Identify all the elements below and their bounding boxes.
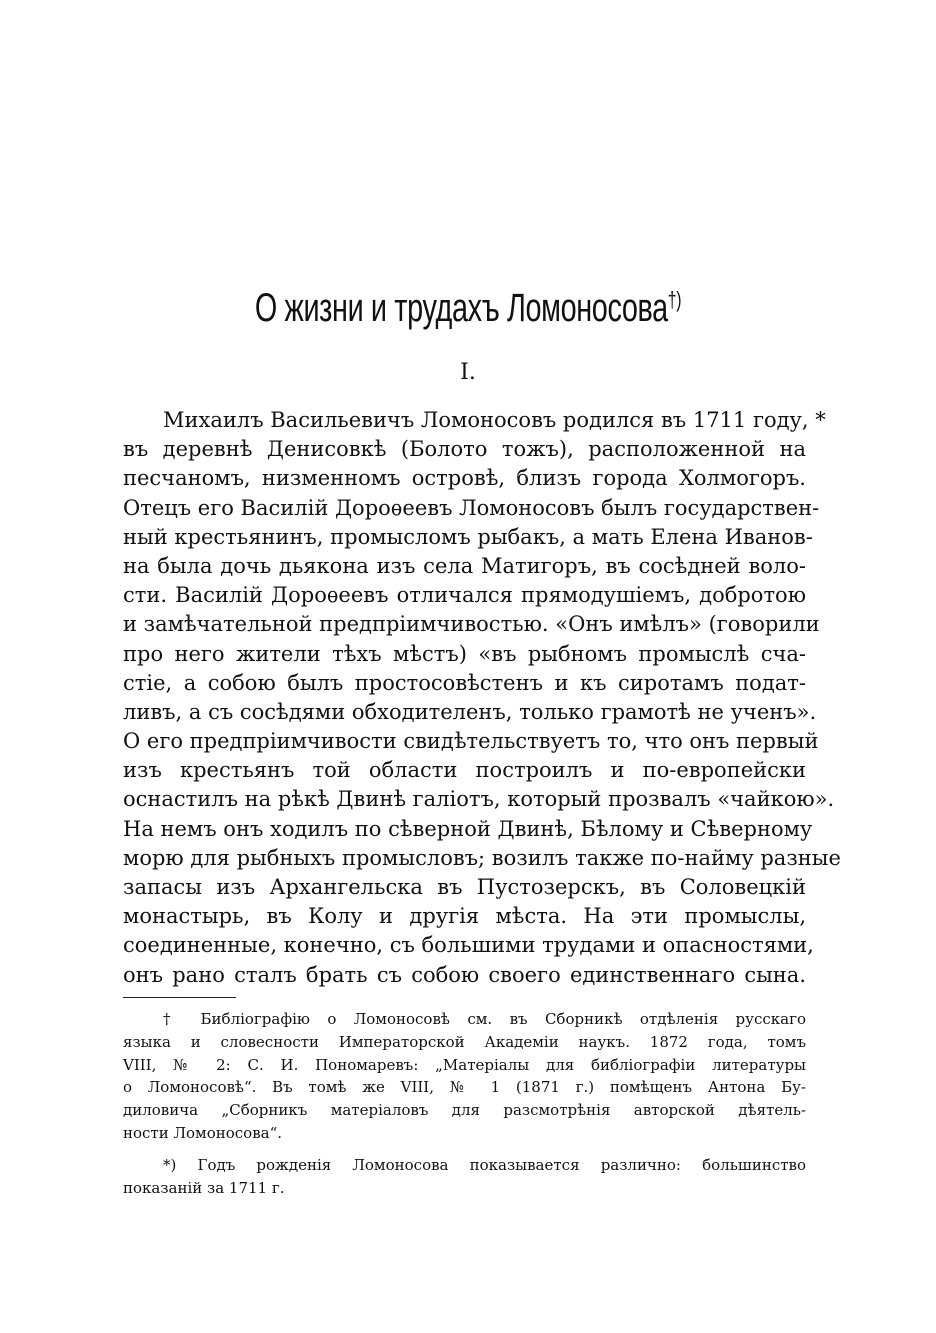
footnote-line: показаній за 1711 г.	[123, 1178, 285, 1197]
footnote-line: языка и словесности Императорской Академіи наукъ. 1872 года, томъ	[123, 1032, 806, 1051]
body-line: и замѣчательной предпріимчивостью. «Онъ имѣлъ» (говорили	[123, 612, 820, 637]
footnotes	[123, 1008, 806, 1199]
body-line: О его предпріимчивости свидѣтельствуетъ то, что онъ первый	[123, 729, 819, 754]
body-line: онъ рано сталъ брать съ собою своего единственнаго сына.	[123, 962, 806, 987]
body-line: запасы изъ Архангельска въ Пустозерскъ, въ Соловецкій	[123, 875, 806, 899]
body-line: морю для рыбныхъ промысловъ; возилъ также по-найму разные	[123, 845, 841, 870]
footnote-divider	[123, 997, 236, 998]
body-line: Михаилъ Васильевичъ Ломоносовъ родился въ 1711 году, *	[163, 408, 826, 432]
footnote-line: о Ломоносовѣ“. Въ томѣ же VIII, № 1 (1871 г.) помѣщенъ Антона Бу-	[123, 1078, 806, 1097]
body-line: оснастилъ на рѣкѣ Двинѣ галіотъ, который прозвалъ «чайкою».	[123, 787, 835, 812]
body-line: соединенные, конечно, съ большими трудами и опасностями,	[123, 933, 814, 958]
footnote-asterisk	[123, 1154, 806, 1200]
body-line: ный крестьянинъ, промысломъ рыбакъ, а мать Елена Иванов-	[123, 524, 813, 549]
body-line: стіе, а собою былъ простосовѣстенъ и къ сиротамъ подат-	[123, 670, 806, 695]
body-line: изъ крестьянъ той области построилъ и по-европейски	[123, 758, 806, 783]
footnote-line: † Библіографію о Ломоносовѣ см. въ Сборникѣ отдѣленія русскаго	[163, 1010, 806, 1028]
footnote-spacer	[123, 1145, 806, 1154]
body-line: монастырь, въ Колу и другія мѣста. На эти промыслы,	[123, 904, 806, 929]
footnote-line: диловича „Сборникъ матеріаловъ для разсмотрѣнія авторской дѣятель-	[123, 1101, 806, 1120]
chapter-title-text: О жизни и трудахъ Ломоносова	[254, 286, 668, 330]
body-line: песчаномъ, низменномъ островѣ, близъ города Холмогоръ.	[123, 466, 806, 491]
body-line: на была дочь дьякона изъ села Матигоръ, въ сосѣдней воло-	[123, 553, 806, 578]
footnote-line: VIII, № 2: С. И. Пономаревъ: „Матеріалы для библіографіи литературы	[123, 1055, 806, 1074]
body-line: Отецъ его Василій Дороѳеевъ Ломоносовъ былъ государствен-	[123, 495, 820, 520]
title-footnote-mark: †)	[667, 287, 682, 312]
body-line: На немъ онъ ходилъ по сѣверной Двинѣ, Бѣлому и Сѣверному	[123, 816, 813, 841]
body-line: сти. Василій Дороѳеевъ отличался прямодушіемъ, добротою	[123, 583, 806, 608]
section-number: I.	[460, 360, 476, 385]
footnote-dagger	[123, 1008, 806, 1145]
body-line: ливъ, а съ сосѣдями обходителенъ, только грамотѣ не ученъ».	[123, 699, 817, 724]
body-line: въ деревнѣ Денисовкѣ (Болото тожъ), расположенной на	[123, 437, 806, 462]
body-text	[123, 406, 841, 990]
footnote-line: *) Годъ рожденія Ломоносова показывается различно: большинство	[163, 1155, 806, 1174]
chapter-title	[131, 286, 805, 331]
body-line: про него жители тѣхъ мѣстъ) «въ рыбномъ промыслѣ сча-	[123, 641, 806, 666]
footnote-line: ности Ломоносова“.	[123, 1123, 283, 1142]
